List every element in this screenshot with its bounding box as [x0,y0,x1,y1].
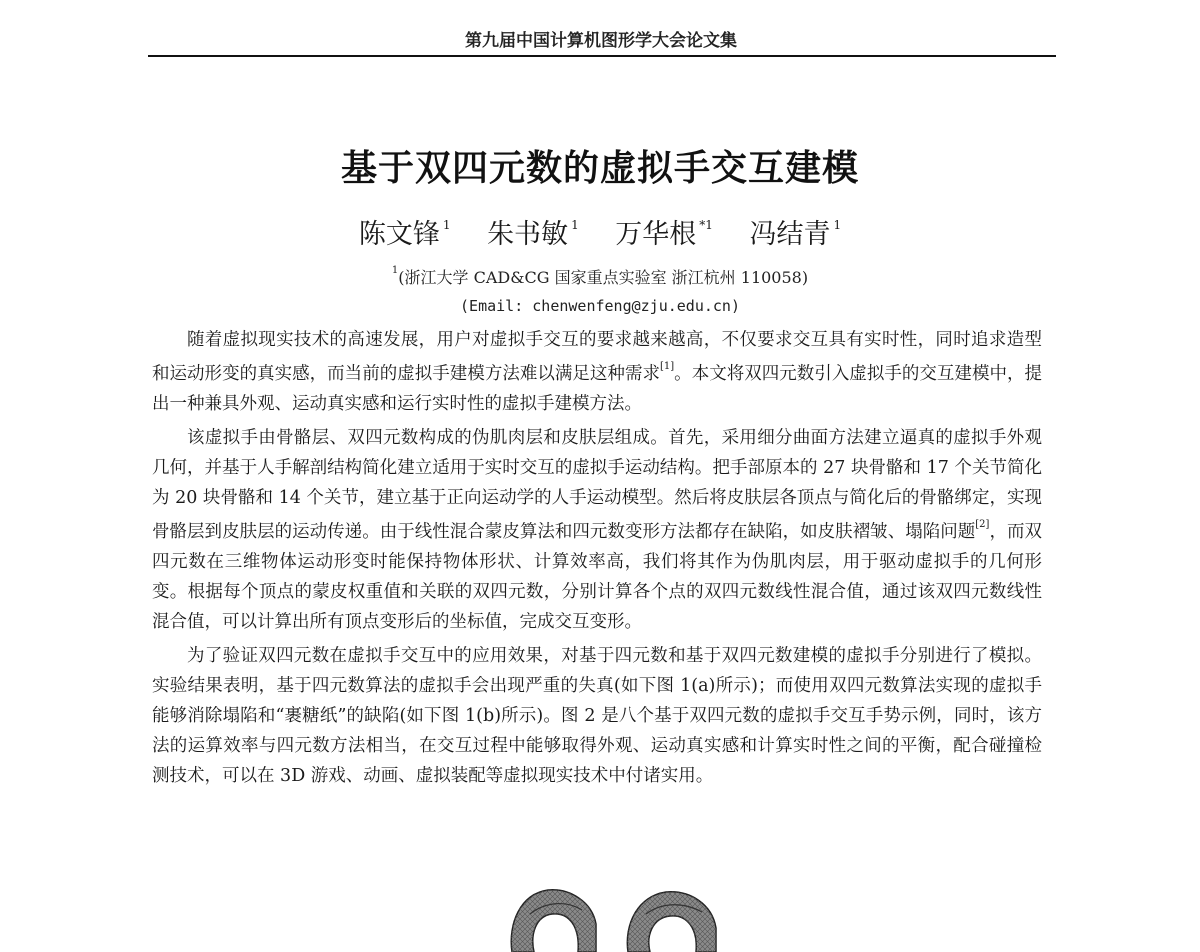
paragraph-1: 随着虚拟现实技术的高速发展，用户对虚拟手交互的要求越来越高，不仅要求交互具有实时性，同时追求造型和运动形变的真实感，而当前的虚拟手建模方法难以满足这种需求[1]。本文将双四元数引入虚拟手的交互建模中，提出一种兼具外观、运动真实感和运行实时性的虚拟手建模方法。 [152,330,1043,414]
paragraph-3: 为了验证双四元数在虚拟手交互中的应用效果，对基于四元数和基于双四元数建模的虚拟手分别进行了模拟。实验结果表明，基于四元数算法的虚拟手会出现严重的失真(如下图 1(a)所示)；而使用双四元数算法实现的虚拟手能够消除塌陷和“裹糖纸”的缺陷(如下图 1(b)所示)。图 2 是八个基于双四元数的虚拟手交互手势示例，同时，该方法的运算效率与四元数方法相当，在交互过程中能够取得外观、运动真实感和计算实时性之间的平衡，配合碰撞检测技术，可以在 3D 游戏、动画、虚拟装配等虚拟现实技术中付诸实用。 [152,645,1042,786]
author-mark: 1 [442,218,451,232]
author-name: 朱书敏 [487,219,569,250]
author [750,212,842,251]
author [359,212,451,251]
author [487,212,579,251]
citation-ref: [2] [975,518,990,530]
author-name: 陈文锋 [358,219,440,250]
author [615,212,713,251]
abstract-body [152,325,1042,795]
author-mark: *1 [699,218,713,232]
paper-title: 基于双四元数的虚拟手交互建模 [340,148,859,189]
running-header: 第九届中国计算机图形学大会论文集 [465,31,737,51]
affiliation-text: (浙江大学 CAD&CG 国家重点实验室 浙江杭州 110058) [398,268,809,287]
author-mark: 1 [571,218,579,232]
affiliation [0,265,1200,288]
header-rule [148,55,1056,57]
author-list [0,212,1200,251]
affiliation-mark: 1 [391,264,399,276]
author-mark: 1 [833,218,842,232]
author-name: 万华根 [615,219,697,250]
figure-1-partial [500,884,740,952]
author-name: 冯结青 [749,219,831,250]
virtual-hand-mesh-icon [500,884,740,952]
paragraph-2: 该虚拟手由骨骼层、双四元数构成的伪肌肉层和皮肤层组成。首先，采用细分曲面方法建立逼真的虚拟手外观几何，并基于人手解剖结构简化建立适用于实时交互的虚拟手运动结构。把手部原本的 27 块骨骼和 17 个关节简化为 20 块骨骼和 14 个关节，建立基于正向运动学的人手运动模型。然后将皮肤层各顶点与简化后的骨骼绑定，实现骨骼层到皮肤层的运动传递。由于线性混合蒙皮算法和四元数变形方法都存在缺陷，如皮肤褶皱、塌陷问题[2]，而双四元数在三维物体运动形变时能保持物体形状、计算效率高，我们将其作为伪肌肉层，用于驱动虚拟手的几何形变。根据每个顶点的蒙皮权重值和关联的双四元数，分别计算各个点的双四元数线性混合值，通过该双四元数线性混合值，可以计算出所有顶点变形后的坐标值，完成交互变形。 [152,427,1043,632]
email: (Email: chenwenfeng@zju.edu.cn) [460,297,740,315]
citation-ref: [1] [659,361,675,372]
